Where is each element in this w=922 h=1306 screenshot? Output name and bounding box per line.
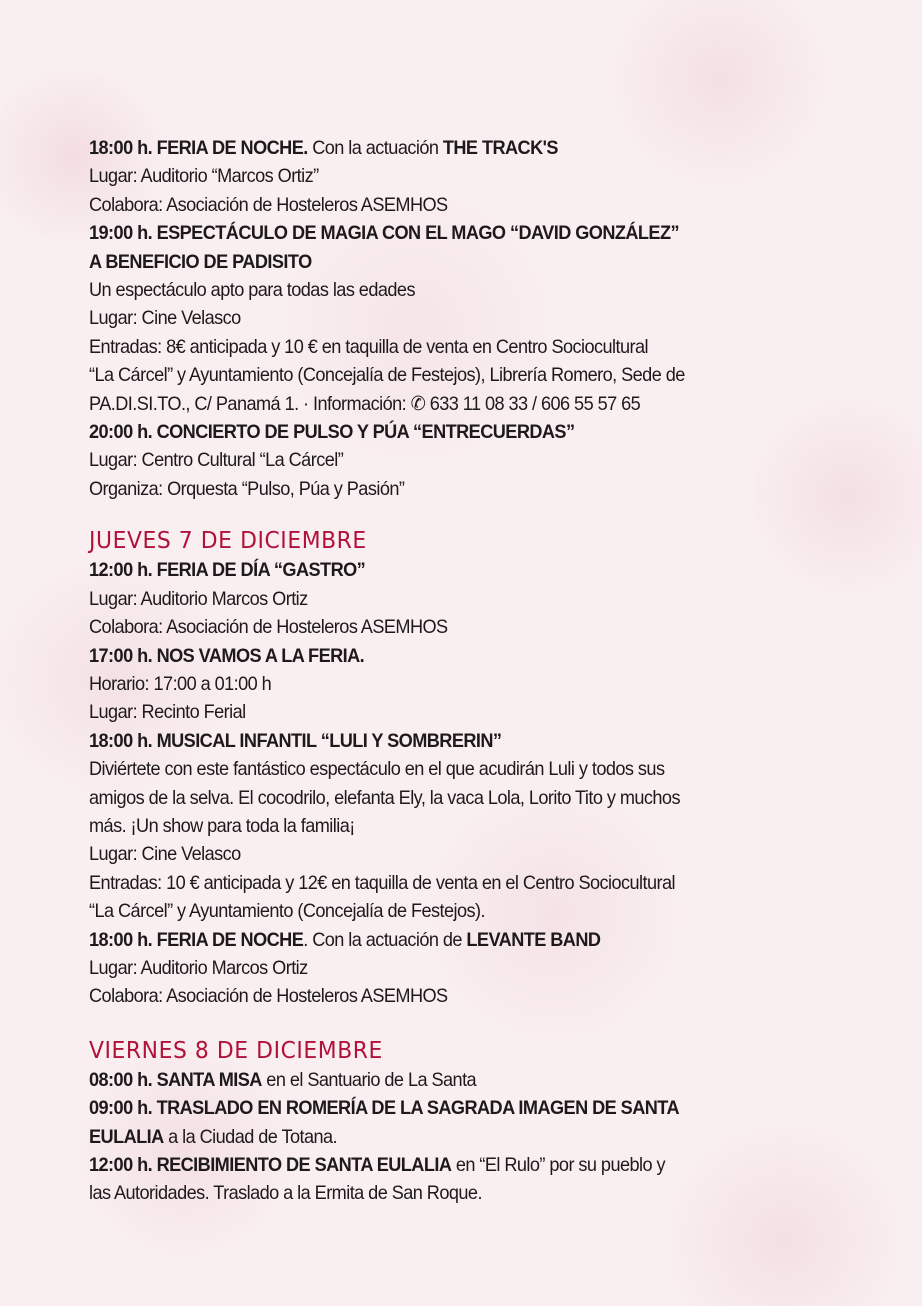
event-concert-place: Lugar: Centro Cultural “La Cárcel” <box>89 449 344 472</box>
event-gastro-place: Lugar: Auditorio Marcos Ortiz <box>89 587 308 610</box>
event-feria-title: 17:00 h. NOS VAMOS A LA FERIA. <box>89 644 365 667</box>
event-musical-title: 18:00 h. MUSICAL INFANTIL “LULI Y SOMBRERIN” <box>89 729 502 752</box>
event-feria-place: Lugar: Recinto Ferial <box>89 701 246 724</box>
event-gastro-title: 12:00 h. FERIA DE DÍA “GASTRO” <box>89 559 366 582</box>
event-musical-tickets: “La Cárcel” y Ayuntamiento (Concejalía de Festejos). <box>89 900 486 923</box>
event-feria-hours: Horario: 17:00 a 01:00 h <box>89 672 272 695</box>
event-traslado-title: 09:00 h. TRASLADO EN ROMERÍA DE LA SAGRADA IMAGEN DE SANTA <box>89 1097 679 1120</box>
event-recibimiento: 12:00 h. RECIBIMIENTO DE SANTA EULALIA en “El Rulo” por su pueblo y <box>89 1154 666 1176</box>
event-musical-tickets: Entradas: 10 € anticipada y 12€ en taquilla de venta en el Centro Sociocultural <box>89 871 676 894</box>
programme-page <box>89 134 849 1208</box>
event-levante-collab: Colabora: Asociación de Hosteleros ASEMHOS <box>89 985 448 1008</box>
event-concert-org: Organiza: Orquesta “Pulso, Púa y Pasión” <box>89 477 405 500</box>
event-magic-tickets: “La Cárcel” y Ayuntamiento (Concejalía de Festejos), Librería Romero, Sede de <box>89 364 685 387</box>
event-musical-desc: Diviértete con este fantástico espectáculo en el que acudirán Luli y todos sus <box>89 758 665 781</box>
event-magic-title-2: A BENEFICIO DE PADISITO <box>89 250 312 273</box>
day-heading-viernes: VIERNES 8 DE DICIEMBRE <box>89 1037 383 1064</box>
event-magic-desc: Un espectáculo apto para todas las edades <box>89 279 415 302</box>
day-heading-jueves: JUEVES 7 DE DICIEMBRE <box>89 528 367 555</box>
event-levante-title: 18:00 h. FERIA DE NOCHE. Con la actuación de LEVANTE BAND <box>89 928 601 951</box>
event-concert-title: 20:00 h. CONCIERTO DE PULSO Y PÚA “ENTRECUERDAS” <box>89 421 575 444</box>
event-musical-place: Lugar: Cine Velasco <box>89 843 241 866</box>
event-magic-tickets: PA.DI.SI.TO., C/ Panamá 1. · Información: ✆ 633 11 08 33 / 606 55 57 65 <box>89 392 641 415</box>
event-gastro-collab: Colabora: Asociación de Hosteleros ASEMHOS <box>89 616 448 639</box>
event-traslado-line2: EULALIA a la Ciudad de Totana. <box>89 1125 338 1148</box>
event-misa: 08:00 h. SANTA MISA en el Santuario de La Santa <box>89 1068 477 1091</box>
event-magic-place: Lugar: Cine Velasco <box>89 307 241 330</box>
event-levante-place: Lugar: Auditorio Marcos Ortiz <box>89 956 308 979</box>
event-feria-noche: 18:00 h. FERIA DE NOCHE. Con la actuación THE TRACK'S <box>89 137 558 159</box>
event-recibimiento-line2: las Autoridades. Traslado a la Ermita de San Roque. <box>89 1182 482 1205</box>
event-musical-desc: amigos de la selva. El cocodrilo, elefanta Ely, la vaca Lola, Lorito Tito y muchos <box>89 786 680 809</box>
event-magic-tickets: Entradas: 8€ anticipada y 10 € en taquilla de venta en Centro Sociocultural <box>89 335 649 358</box>
event-collab: Colabora: Asociación de Hosteleros ASEMHOS <box>89 193 448 216</box>
event-musical-desc: más. ¡Un show para toda la familia¡ <box>89 814 355 837</box>
event-place: Lugar: Auditorio “Marcos Ortiz” <box>89 165 319 188</box>
event-magic-title: 19:00 h. ESPECTÁCULO DE MAGIA CON EL MAGO “DAVID GONZÁLEZ” <box>89 222 680 245</box>
